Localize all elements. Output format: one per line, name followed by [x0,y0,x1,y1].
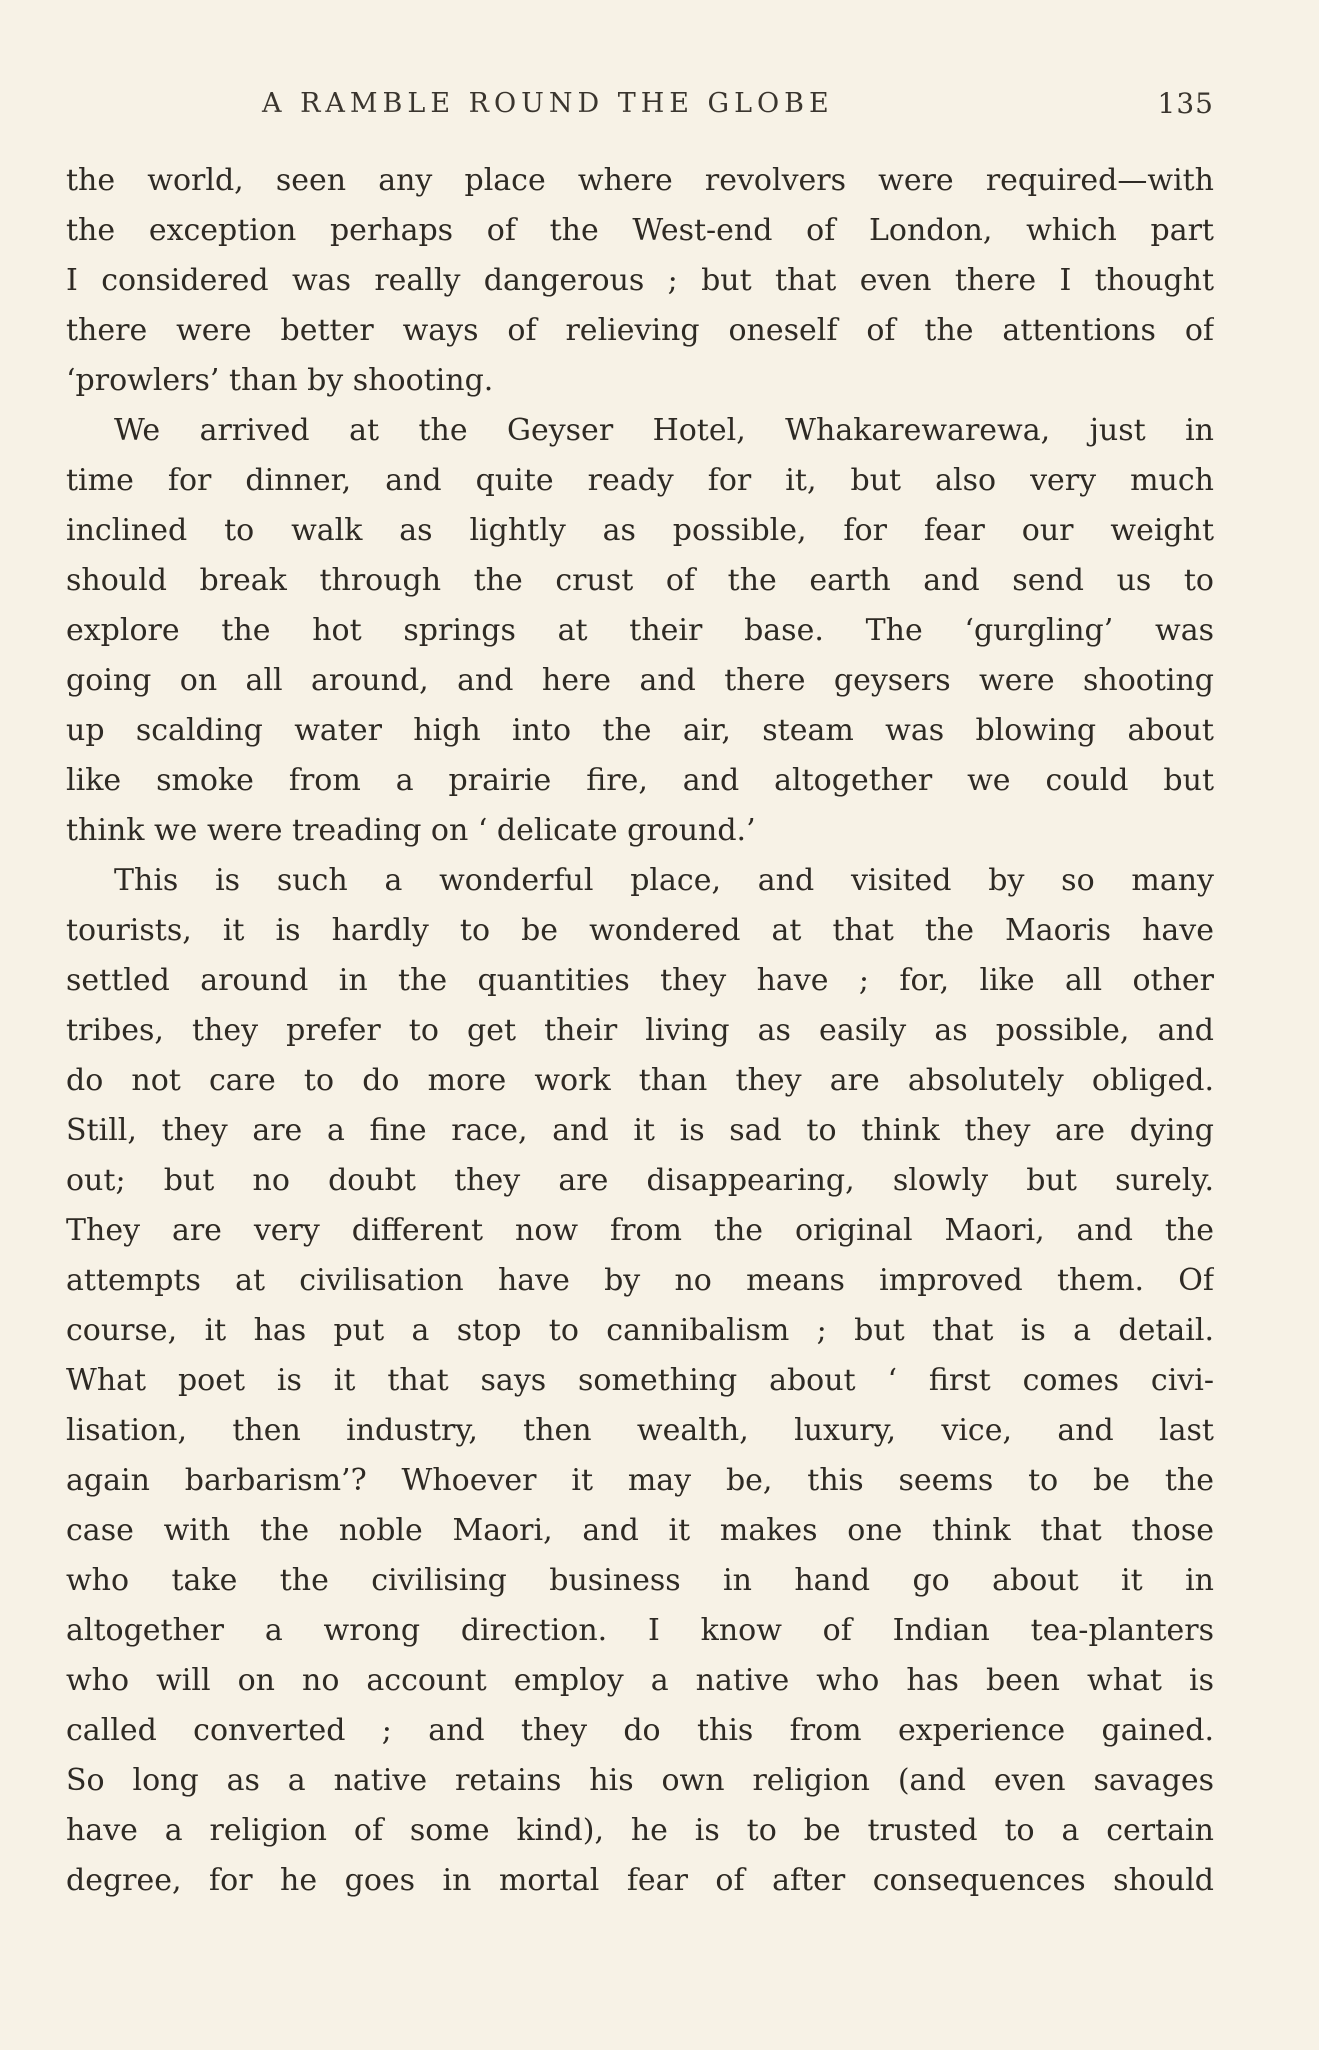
text-line: course, it has put a stop to cannibalism ; but that is a detail. [66,1313,1214,1348]
text-line: out; but no doubt they are disappearing, slowly but surely. [66,1163,1214,1198]
text-line: like smoke from a prairie fire, and altogether we could but [66,763,1214,798]
text-line: ‘prowlers’ than by shooting. [66,363,494,398]
text-line: inclined to walk as lightly as possible, for fear our weight [66,513,1214,548]
text-line: should break through the crust of the earth and send us to [66,563,1214,598]
text-line: tourists, it is hardly to be wondered at that the Maoris have [66,913,1214,948]
text-line: They are very different now from the original Maori, and the [66,1213,1214,1248]
text-line: going on all around, and here and there geysers were shooting [66,663,1214,698]
running-title: A RAMBLE ROUND THE GLOBE [262,88,834,119]
text-line: time for dinner, and quite ready for it, but also very much [66,463,1214,498]
text-line: who will on no account employ a native who has been what is [66,1663,1214,1698]
page-number: 135 [1157,87,1214,120]
text-line: degree, for he goes in mortal fear of after consequences should [66,1863,1214,1898]
text-line: the world, seen any place where revolvers were required—with [66,163,1214,198]
text-line: This is such a wonderful place, and visited by so many [114,863,1214,898]
text-line: explore the hot springs at their base. The ‘gurgling’ was [66,613,1214,648]
text-line: We arrived at the Geyser Hotel, Whakarewarewa, just in [114,413,1214,448]
text-line: have a religion of some kind), he is to be trusted to a certain [66,1813,1214,1848]
text-line: up scalding water high into the air, steam was blowing about [66,713,1214,748]
text-line: do not care to do more work than they are absolutely obliged. [66,1063,1214,1098]
text-line: called converted ; and they do this from experience gained. [66,1713,1214,1748]
text-line: attempts at civilisation have by no means improved them. Of [66,1263,1214,1298]
text-line: who take the civilising business in hand go about it in [66,1563,1214,1598]
text-line: I considered was really dangerous ; but that even there I thought [66,263,1214,298]
running-head [66,84,1214,124]
text-line: again barbarism’? Whoever it may be, this seems to be the [66,1463,1214,1498]
text-line: think we were treading on ‘ delicate ground.’ [66,813,756,848]
text-line: lisation, then industry, then wealth, luxury, vice, and last [66,1413,1214,1448]
text-line: case with the noble Maori, and it makes one think that those [66,1513,1214,1548]
text-line: So long as a native retains his own religion (and even savages [66,1763,1214,1798]
text-line: the exception perhaps of the West-end of London, which part [66,213,1214,248]
text-line: altogether a wrong direction. I know of Indian tea-planters [66,1613,1214,1648]
text-line: What poet is it that says something about ‘ first comes civi- [66,1363,1214,1398]
text-line: there were better ways of relieving oneself of the attentions of [66,313,1214,348]
body-text [66,156,1214,1906]
text-line: Still, they are a fine race, and it is sad to think they are dying [66,1113,1214,1148]
text-line: tribes, they prefer to get their living as easily as possible, and [66,1013,1214,1048]
text-line: settled around in the quantities they have ; for, like all other [66,963,1214,998]
